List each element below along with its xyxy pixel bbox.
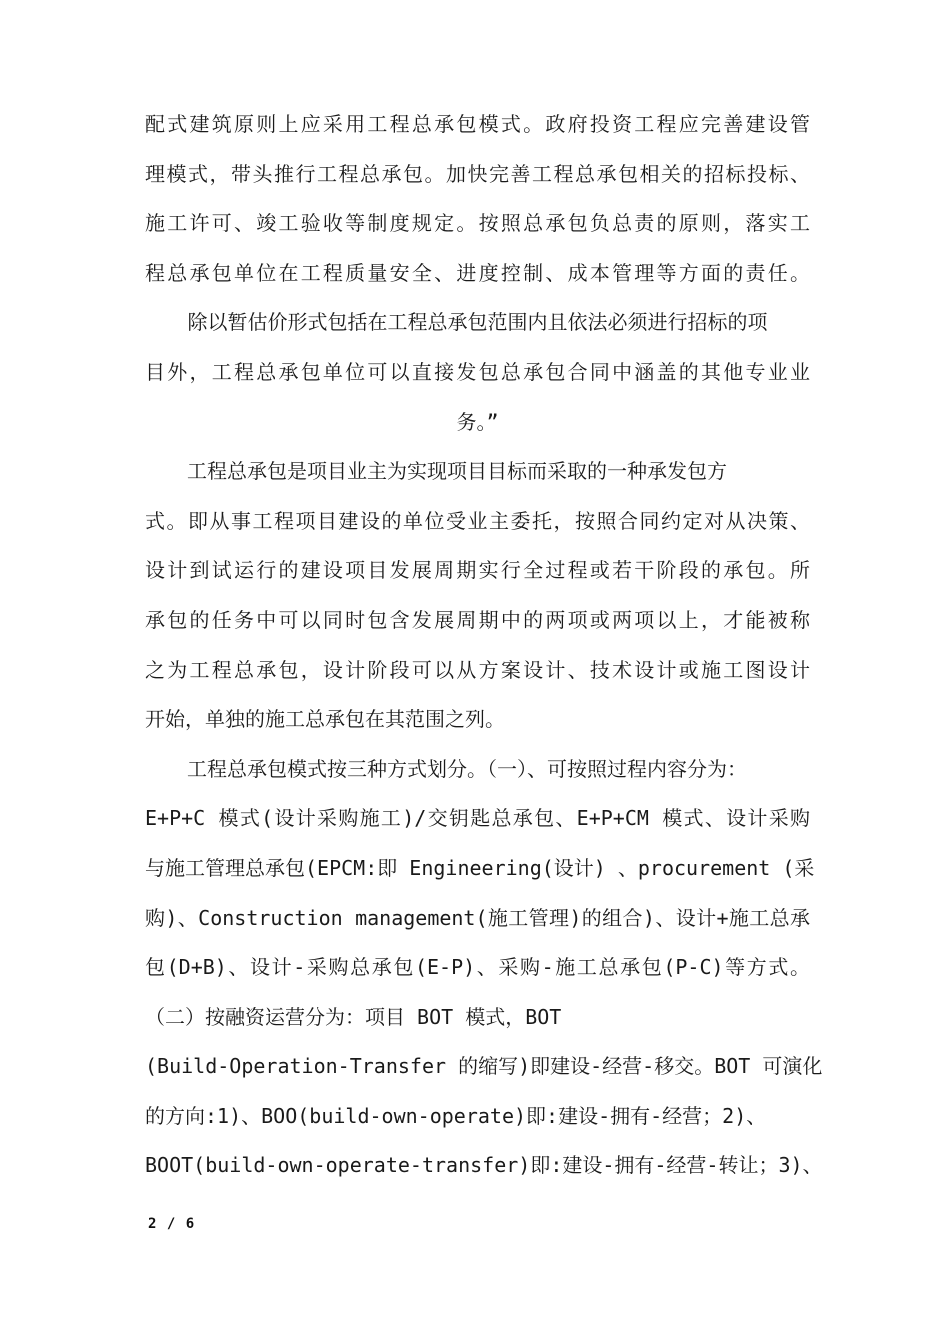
text-line: 目外，工程总承包单位可以直接发包总承包合同中涵盖的其他专业业 xyxy=(145,359,810,384)
text-line: 工程总承包是项目业主为实现项目目标而采取的一种承发包方 xyxy=(187,459,727,484)
text-line: 购)、Construction management(施工管理)的组合)、设计+施工总承 xyxy=(145,905,810,930)
text-line: 包(D+B)、设计-采购总承包(E-P)、采购-施工总承包(P-C)等方式。 xyxy=(145,955,810,980)
text-line: （二）按融资运营分为：项目 BOT 模式，BOT xyxy=(145,1004,562,1029)
text-line: 理模式，带头推行工程总承包。加快完善工程总承包相关的招标投标、 xyxy=(145,161,810,186)
text-line: 开始，单独的施工总承包在其范围之列。 xyxy=(145,707,505,732)
text-line: 之为工程总承包，设计阶段可以从方案设计、技术设计或施工图设计 xyxy=(145,657,810,682)
text-line: 除以暂估价形式包括在工程总承包范围内且依法必须进行招标的项 xyxy=(187,310,768,335)
text-line: (Build-Operation-Transfer 的缩写)即建设-经营-移交。BOT 可演化 xyxy=(145,1054,823,1079)
page-number: 2 / 6 xyxy=(148,1216,196,1232)
text-line: E+P+C 模式(设计采购施工)/交钥匙总承包、E+P+CM 模式、设计采购 xyxy=(145,806,810,831)
text-line: 的方向:1)、BOO(build-own-operate)即:建设-拥有-经营；2)、 xyxy=(145,1103,767,1128)
text-line: BOOT(build-own-operate-transfer)即:建设-拥有-经营-转让；3)、 xyxy=(145,1153,823,1178)
text-line: 式。即从事工程项目建设的单位受业主委托，按照合同约定对从决策、 xyxy=(145,508,810,533)
text-line: 配式建筑原则上应采用工程总承包模式。政府投资工程应完善建设管 xyxy=(145,112,810,136)
text-line: 与施工管理总承包(EPCM:即 Engineering(设计) 、procurement (采 xyxy=(145,855,815,880)
text-line: 承包的任务中可以同时包含发展周期中的两项或两项以上，才能被称 xyxy=(145,607,810,632)
text-line: 施工许可、竣工验收等制度规定。按照总承包负总责的原则，落实工 xyxy=(145,211,810,236)
text-line: 程总承包单位在工程质量安全、进度控制、成本管理等方面的责任。 xyxy=(145,260,810,285)
text-line: 工程总承包模式按三种方式划分。（一）、可按照过程内容分为： xyxy=(187,756,747,781)
text-line: 务。” xyxy=(456,409,499,434)
text-line: 设计到试运行的建设项目发展周期实行全过程或若干阶段的承包。所 xyxy=(145,558,810,583)
body-text xyxy=(145,100,823,1191)
